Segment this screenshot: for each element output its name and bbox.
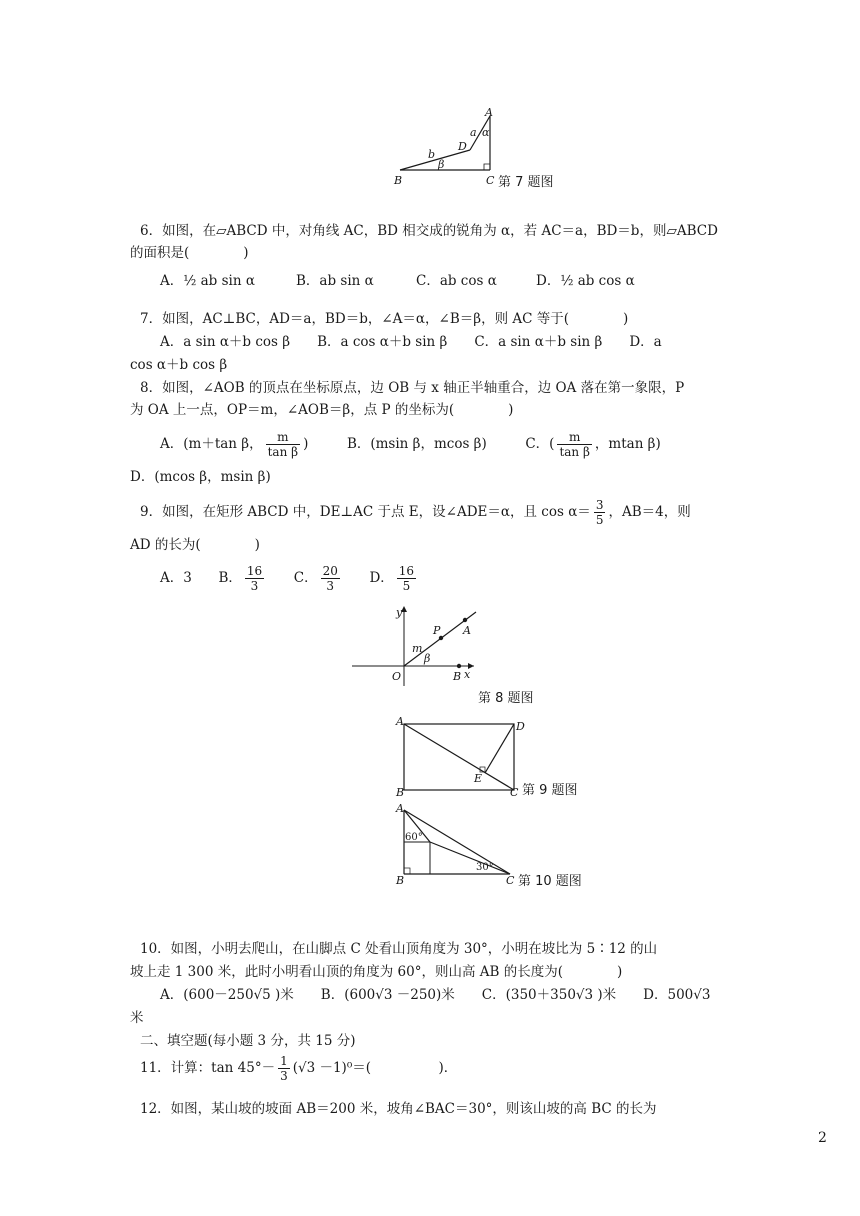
- q6-option-b: B．ab sin α: [296, 273, 374, 289]
- q10-stem-2: 坡上走 1 300 米，此时小明看山顶的角度为 60°，则山高 AB 的长度为( ): [130, 964, 623, 980]
- fig9-diagonal-ac: [404, 724, 514, 790]
- fig7-label-a-top: A: [485, 106, 493, 119]
- fig8-label-x: x: [464, 668, 471, 681]
- fig9-line-de: [485, 724, 514, 773]
- q8-stem-2: 为 OA 上一点，OP＝m，∠AOB＝β，点 P 的坐标为( ): [130, 402, 514, 418]
- fig7-label-a: a: [470, 126, 477, 139]
- q7-stem: 7．如图，AC⊥BC，AD＝a，BD＝b，∠A＝α，∠B＝β，则 AC 等于( ): [140, 311, 629, 327]
- fig10-label-c: C: [506, 874, 515, 887]
- q8-option-a-frac: $\frac{m}{\text{tan β}}$: [267, 430, 299, 459]
- fig7-label-b-vertex: B: [394, 174, 403, 187]
- q12-stem: 12．如图，某山坡的坡面 AB＝200 米，坡角∠BAC＝30°，则该山坡的高 BC 的长为: [140, 1101, 657, 1117]
- fig9-label-d: D: [516, 720, 525, 733]
- q6-option-a: A．½ ab sin α: [160, 273, 255, 289]
- fig10-label-b: B: [396, 874, 405, 887]
- q9-options: A．3 B． $\frac{16}{3}$ C． $\frac{20}{3}$ D． $\frac{16}{5}$: [160, 564, 415, 593]
- fig10-label-a: A: [396, 802, 404, 815]
- fig8-point-a: [463, 618, 467, 622]
- fig10-slope: [430, 842, 510, 874]
- q9-option-c-frac: $\frac{20}{3}$: [322, 564, 338, 593]
- fig10-label-60: 60°: [405, 832, 423, 843]
- fig8-point-b: [457, 664, 461, 668]
- q8-option-a-pre: A．(m＋tan β，: [160, 436, 263, 452]
- q7-options-1: A．a sin α＋b cos β B．a cos α＋b sin β C．a sin α＋b sin β D．a: [160, 334, 662, 350]
- q8-option-d: D．(mcos β，msin β): [130, 469, 271, 485]
- fig8-label-y: y: [396, 606, 403, 619]
- q11: 11．计算：tan 45°－ $\frac{1}{3}$ (√3 －1)⁰＝( )．: [140, 1054, 458, 1083]
- fig7-caption: 第 7 题图: [498, 175, 554, 190]
- q10-stem-1: 10．如图，小明去爬山，在山脚点 C 处看山顶角度为 30°，小明在坡比为 5∶12 的山: [140, 941, 658, 957]
- q6-option-c: C．ab cos α: [416, 273, 497, 289]
- figure-7: [390, 106, 610, 196]
- q9-stem-2: AD 的长为( ): [130, 537, 260, 553]
- fig8-label-p: P: [433, 624, 441, 637]
- q11-frac: $\frac{1}{3}$: [280, 1054, 288, 1083]
- fig8-label-b: B: [453, 670, 462, 683]
- q6-stem-1: 6．如图，在▱ABCD 中，对角线 AC，BD 相交成的锐角为 α，若 AC＝a，BD＝b，则▱ABCD: [140, 223, 718, 239]
- page-number: 2: [818, 1130, 827, 1146]
- fig7-label-alpha: α: [482, 126, 490, 139]
- fig10-label-30: 30°: [476, 862, 494, 873]
- fig7-label-beta: β: [438, 158, 445, 171]
- fig8-label-a: A: [463, 624, 471, 637]
- q9-option-a: A．3: [160, 570, 192, 586]
- q9-option-d-frac: $\frac{16}{5}$: [398, 564, 415, 593]
- q6-option-d: D．½ ab cos α: [536, 273, 635, 289]
- section-2-heading: 二、填空题(每小题 3 分，共 15 分): [140, 1033, 356, 1049]
- q9-option-b-frac: $\frac{16}{3}$: [246, 564, 263, 593]
- q9-stem-1: 9．如图，在矩形 ABCD 中，DE⊥AC 于点 E，设∠ADE＝α，且 cos α＝ $\frac{3}{5}$ ，AB＝4，则: [140, 498, 691, 527]
- figure-9: [392, 714, 612, 802]
- fig8-label-m: m: [412, 642, 423, 655]
- fig8-label-beta: β: [424, 652, 431, 665]
- fig7-label-d: D: [458, 140, 467, 153]
- q10-options: A．(600－250√5 )米 B．(600√3 －250)米 C．(350＋350√3 )米 D．500√3: [160, 987, 711, 1003]
- fig9-caption: 第 9 题图: [522, 783, 578, 798]
- fig8-label-o: O: [392, 670, 402, 683]
- fig9-label-a: A: [396, 715, 404, 728]
- figure-8: [346, 604, 566, 708]
- fig9-label-b: B: [396, 786, 405, 799]
- q8-option-c-pre: C．(: [525, 436, 555, 452]
- q9-cos-frac: $\frac{3}{5}$: [595, 498, 604, 527]
- q8-options-row: A．(m＋tan β， $\frac{m}{\text{tan β}}$ ) B．(msin β，mcos β) C．( $\frac{m}{\text{tan β}}$ ，mtan β): [160, 430, 661, 459]
- q8-stem-1: 8．如图，∠AOB 的顶点在坐标原点，边 OB 与 x 轴正半轴重合，边 OA 落在第一象限，P: [140, 380, 685, 396]
- fig10-caption: 第 10 题图: [518, 874, 582, 889]
- figure-10: [392, 800, 612, 892]
- q10-options-2: 米: [130, 1010, 144, 1026]
- q8-option-b: B．(msin β，mcos β): [346, 436, 487, 452]
- q7-options-2: cos α＋b cos β: [130, 357, 228, 373]
- q6-stem-2: 的面积是( ): [130, 245, 249, 261]
- fig7-label-b: b: [428, 148, 436, 161]
- fig8-caption: 第 8 题图: [478, 691, 534, 706]
- fig7-label-c: C: [486, 174, 495, 187]
- q8-option-c-frac: $\frac{m}{\text{tan β}}$: [559, 430, 590, 459]
- fig9-label-e: E: [474, 772, 483, 785]
- fig9-label-c: C: [510, 786, 519, 799]
